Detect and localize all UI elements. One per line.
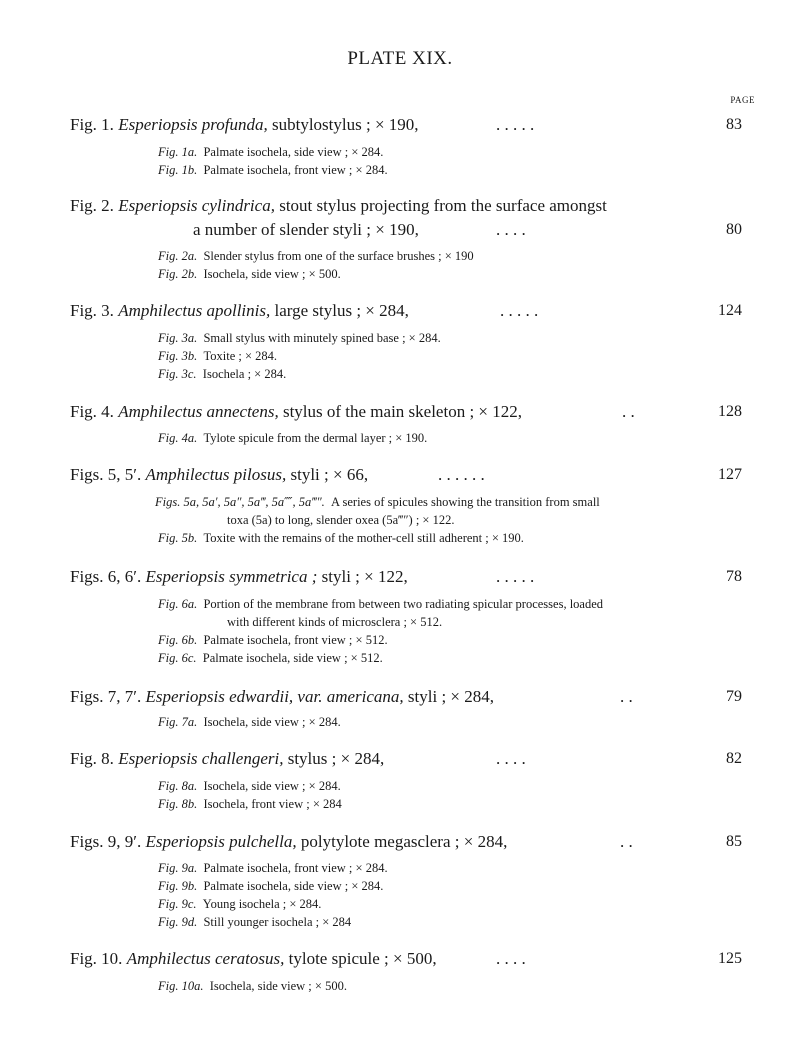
species-name: Esperiopsis pulchella, [145, 832, 297, 851]
subfigure-entry [158, 596, 603, 613]
subfigure-text: Toxite ; × 284. [203, 349, 278, 363]
leader-dots: . . [620, 832, 633, 851]
species-name: Amphilectus apollinis, [118, 301, 271, 320]
figure-description-continued: a number of slender styli ; × 190, [193, 220, 419, 239]
subfigure-text: Palmate isochela, side view ; × 512. [202, 651, 383, 665]
subfigure-label: Figs. 5a, 5a′, 5a″, 5a‴, 5a⁗, 5a‴″. [155, 495, 325, 509]
figure-label: Fig. 10. [70, 949, 123, 968]
subfigure-text: Isochela ; × 284. [202, 367, 287, 381]
figure-label: Fig. 4. [70, 402, 114, 421]
figure-label: Figs. 5, 5′. [70, 465, 142, 484]
subfigure-text: Isochela, side view ; × 500. [203, 267, 341, 281]
leader-dots: . . . . . [496, 115, 535, 134]
subfigure-text: Palmate isochela, front view ; × 512. [203, 633, 388, 647]
figure-label: Fig. 3. [70, 301, 114, 320]
subfigure-label: Fig. 9c. [158, 897, 197, 911]
subfigure-label: Fig. 2b. [158, 267, 198, 281]
page-number: 80 [726, 221, 742, 238]
subfigure-text: Portion of the membrane from between two radiating spicular processes, loaded [203, 597, 604, 611]
subfigure-entry [158, 366, 286, 383]
figure-entry-2 [70, 195, 730, 217]
figure-label: Figs. 9, 9′. [70, 832, 142, 851]
subfigure-entry [158, 162, 388, 179]
subfigure-label: Fig. 3b. [158, 349, 198, 363]
leader-dots: . . . . [496, 949, 526, 968]
figure-label: Fig. 2. [70, 196, 114, 215]
figure-description: styli ; × 284, [407, 687, 495, 706]
species-name: Esperiopsis challengeri, [118, 749, 284, 768]
page-number: 125 [718, 950, 742, 967]
figure-entry-6 [70, 566, 730, 588]
subfigure-label: Fig. 5b. [158, 531, 198, 545]
subfigure-entry [158, 896, 321, 913]
species-name: Esperiopsis symmetrica ; [145, 567, 318, 586]
figure-description: tylote spicule ; × 500, [288, 949, 437, 968]
subfigure-entry [158, 878, 383, 895]
subfigure-label: Fig. 3c. [158, 367, 197, 381]
variety-name: var. americana, [297, 687, 404, 706]
figure-description: styli ; × 66, [290, 465, 369, 484]
subfigure-entry [158, 860, 388, 877]
subfigure-label: Fig. 3a. [158, 331, 198, 345]
subfigure-label: Fig. 8b. [158, 797, 198, 811]
figure-entry-5 [70, 464, 730, 486]
subfigure-text: Isochela, side view ; × 284. [203, 715, 341, 729]
figure-description: stout stylus projecting from the surface amongst [279, 196, 607, 215]
species-name: Esperiopsis profunda, [118, 115, 268, 134]
subfigure-label: Fig. 9a. [158, 861, 198, 875]
species-name: Amphilectus pilosus, [145, 465, 287, 484]
subfigure-text: Slender stylus from one of the surface brushes ; × 190 [203, 249, 474, 263]
subfigure-label: Fig. 2a. [158, 249, 198, 263]
page-number: 78 [726, 568, 742, 585]
figure-label: Fig. 8. [70, 749, 114, 768]
figure-entry-3 [70, 300, 730, 322]
subfigure-label: Fig. 7a. [158, 715, 198, 729]
subfigure-entry [158, 144, 383, 161]
subfigure-label: Fig. 6a. [158, 597, 198, 611]
subfigure-entry [158, 266, 341, 283]
subfigure-entry [155, 494, 600, 511]
leader-dots: . . [622, 402, 635, 421]
subfigure-entry [158, 778, 341, 795]
page-number: 124 [718, 302, 742, 319]
figure-description: large stylus ; × 284, [274, 301, 409, 320]
figure-label: Figs. 6, 6′. [70, 567, 142, 586]
figure-description: subtylostylus ; × 190, [271, 115, 419, 134]
subfigure-label: Fig. 6b. [158, 633, 198, 647]
figure-description: polytylote megasclera ; × 284, [300, 832, 508, 851]
leader-dots: . . . . [496, 220, 526, 239]
subfigure-text: Palmate isochela, front view ; × 284. [203, 163, 388, 177]
figure-entry-1 [70, 114, 730, 136]
page-number: 127 [718, 466, 742, 483]
species-name: Esperiopsis edwardii, [145, 687, 294, 706]
subfigure-label: Fig. 1a. [158, 145, 198, 159]
subfigure-entry [158, 348, 277, 365]
subfigure-entry [158, 330, 441, 347]
leader-dots: . . . . . [496, 567, 535, 586]
subfigure-text: A series of spicules showing the transition from small [331, 495, 600, 509]
page-number: 85 [726, 833, 742, 850]
subfigure-text: Isochela, front view ; × 284 [203, 797, 342, 811]
subfigure-entry [158, 530, 524, 547]
subfigure-label: Fig. 1b. [158, 163, 198, 177]
subfigure-entry [158, 248, 474, 265]
subfigure-text: Palmate isochela, front view ; × 284. [203, 861, 388, 875]
page-number: 128 [718, 403, 742, 420]
figure-description: styli ; × 122, [321, 567, 408, 586]
figure-description: stylus ; × 284, [287, 749, 385, 768]
subfigure-text: Palmate isochela, side view ; × 284. [203, 879, 384, 893]
leader-dots: . . . . [496, 749, 526, 768]
subfigure-entry [158, 430, 427, 447]
subfigure-label: Fig. 4a. [158, 431, 198, 445]
leader-dots: . . . . . [500, 301, 539, 320]
subfigure-entry [158, 714, 341, 731]
figure-entry-10 [70, 948, 730, 970]
subfigure-text-continued: with different kinds of microsclera ; × 512. [227, 615, 443, 629]
figure-entry-8 [70, 748, 730, 770]
figure-description: stylus of the main skeleton ; × 122, [282, 402, 523, 421]
subfigure-label: Fig. 8a. [158, 779, 198, 793]
subfigure-text: Palmate isochela, side view ; × 284. [203, 145, 384, 159]
subfigure-text: Isochela, side view ; × 284. [203, 779, 341, 793]
subfigure-label: Fig. 9b. [158, 879, 198, 893]
subfigure-text: Still younger isochela ; × 284 [203, 915, 352, 929]
subfigure-text-continued: toxa (5a) to long, slender oxea (5a‴″) ; × 122. [227, 513, 455, 527]
subfigure-text: Isochela, side view ; × 500. [209, 979, 347, 993]
species-name: Esperiopsis cylindrica, [118, 196, 275, 215]
page-number: 82 [726, 750, 742, 767]
subfigure-label: Fig. 10a. [158, 979, 204, 993]
figure-label: Figs. 7, 7′. [70, 687, 142, 706]
subfigure-entry [158, 914, 351, 931]
page-number: 79 [726, 688, 742, 705]
subfigure-entry [158, 978, 347, 995]
subfigure-text: Small stylus with minutely spined base ; × 284. [203, 331, 441, 345]
species-name: Amphilectus ceratosus, [126, 949, 285, 968]
subfigure-entry [158, 650, 383, 667]
page-number: 83 [726, 116, 742, 133]
subfigure-label: Fig. 9d. [158, 915, 198, 929]
leader-dots: . . [620, 687, 633, 706]
leader-dots: . . . . . . [438, 465, 485, 484]
page-column-header: PAGE [730, 95, 755, 105]
subfigure-label: Fig. 6c. [158, 651, 197, 665]
subfigure-text: Tylote spicule from the dermal layer ; × 190. [203, 431, 428, 445]
species-name: Amphilectus annectens, [118, 402, 279, 421]
subfigure-entry [158, 632, 388, 649]
plate-title: PLATE XIX. [347, 48, 453, 69]
subfigure-entry [158, 796, 342, 813]
subfigure-text: Toxite with the remains of the mother-cell still adherent ; × 190. [203, 531, 524, 545]
subfigure-text: Young isochela ; × 284. [202, 897, 322, 911]
figure-label: Fig. 1. [70, 115, 114, 134]
